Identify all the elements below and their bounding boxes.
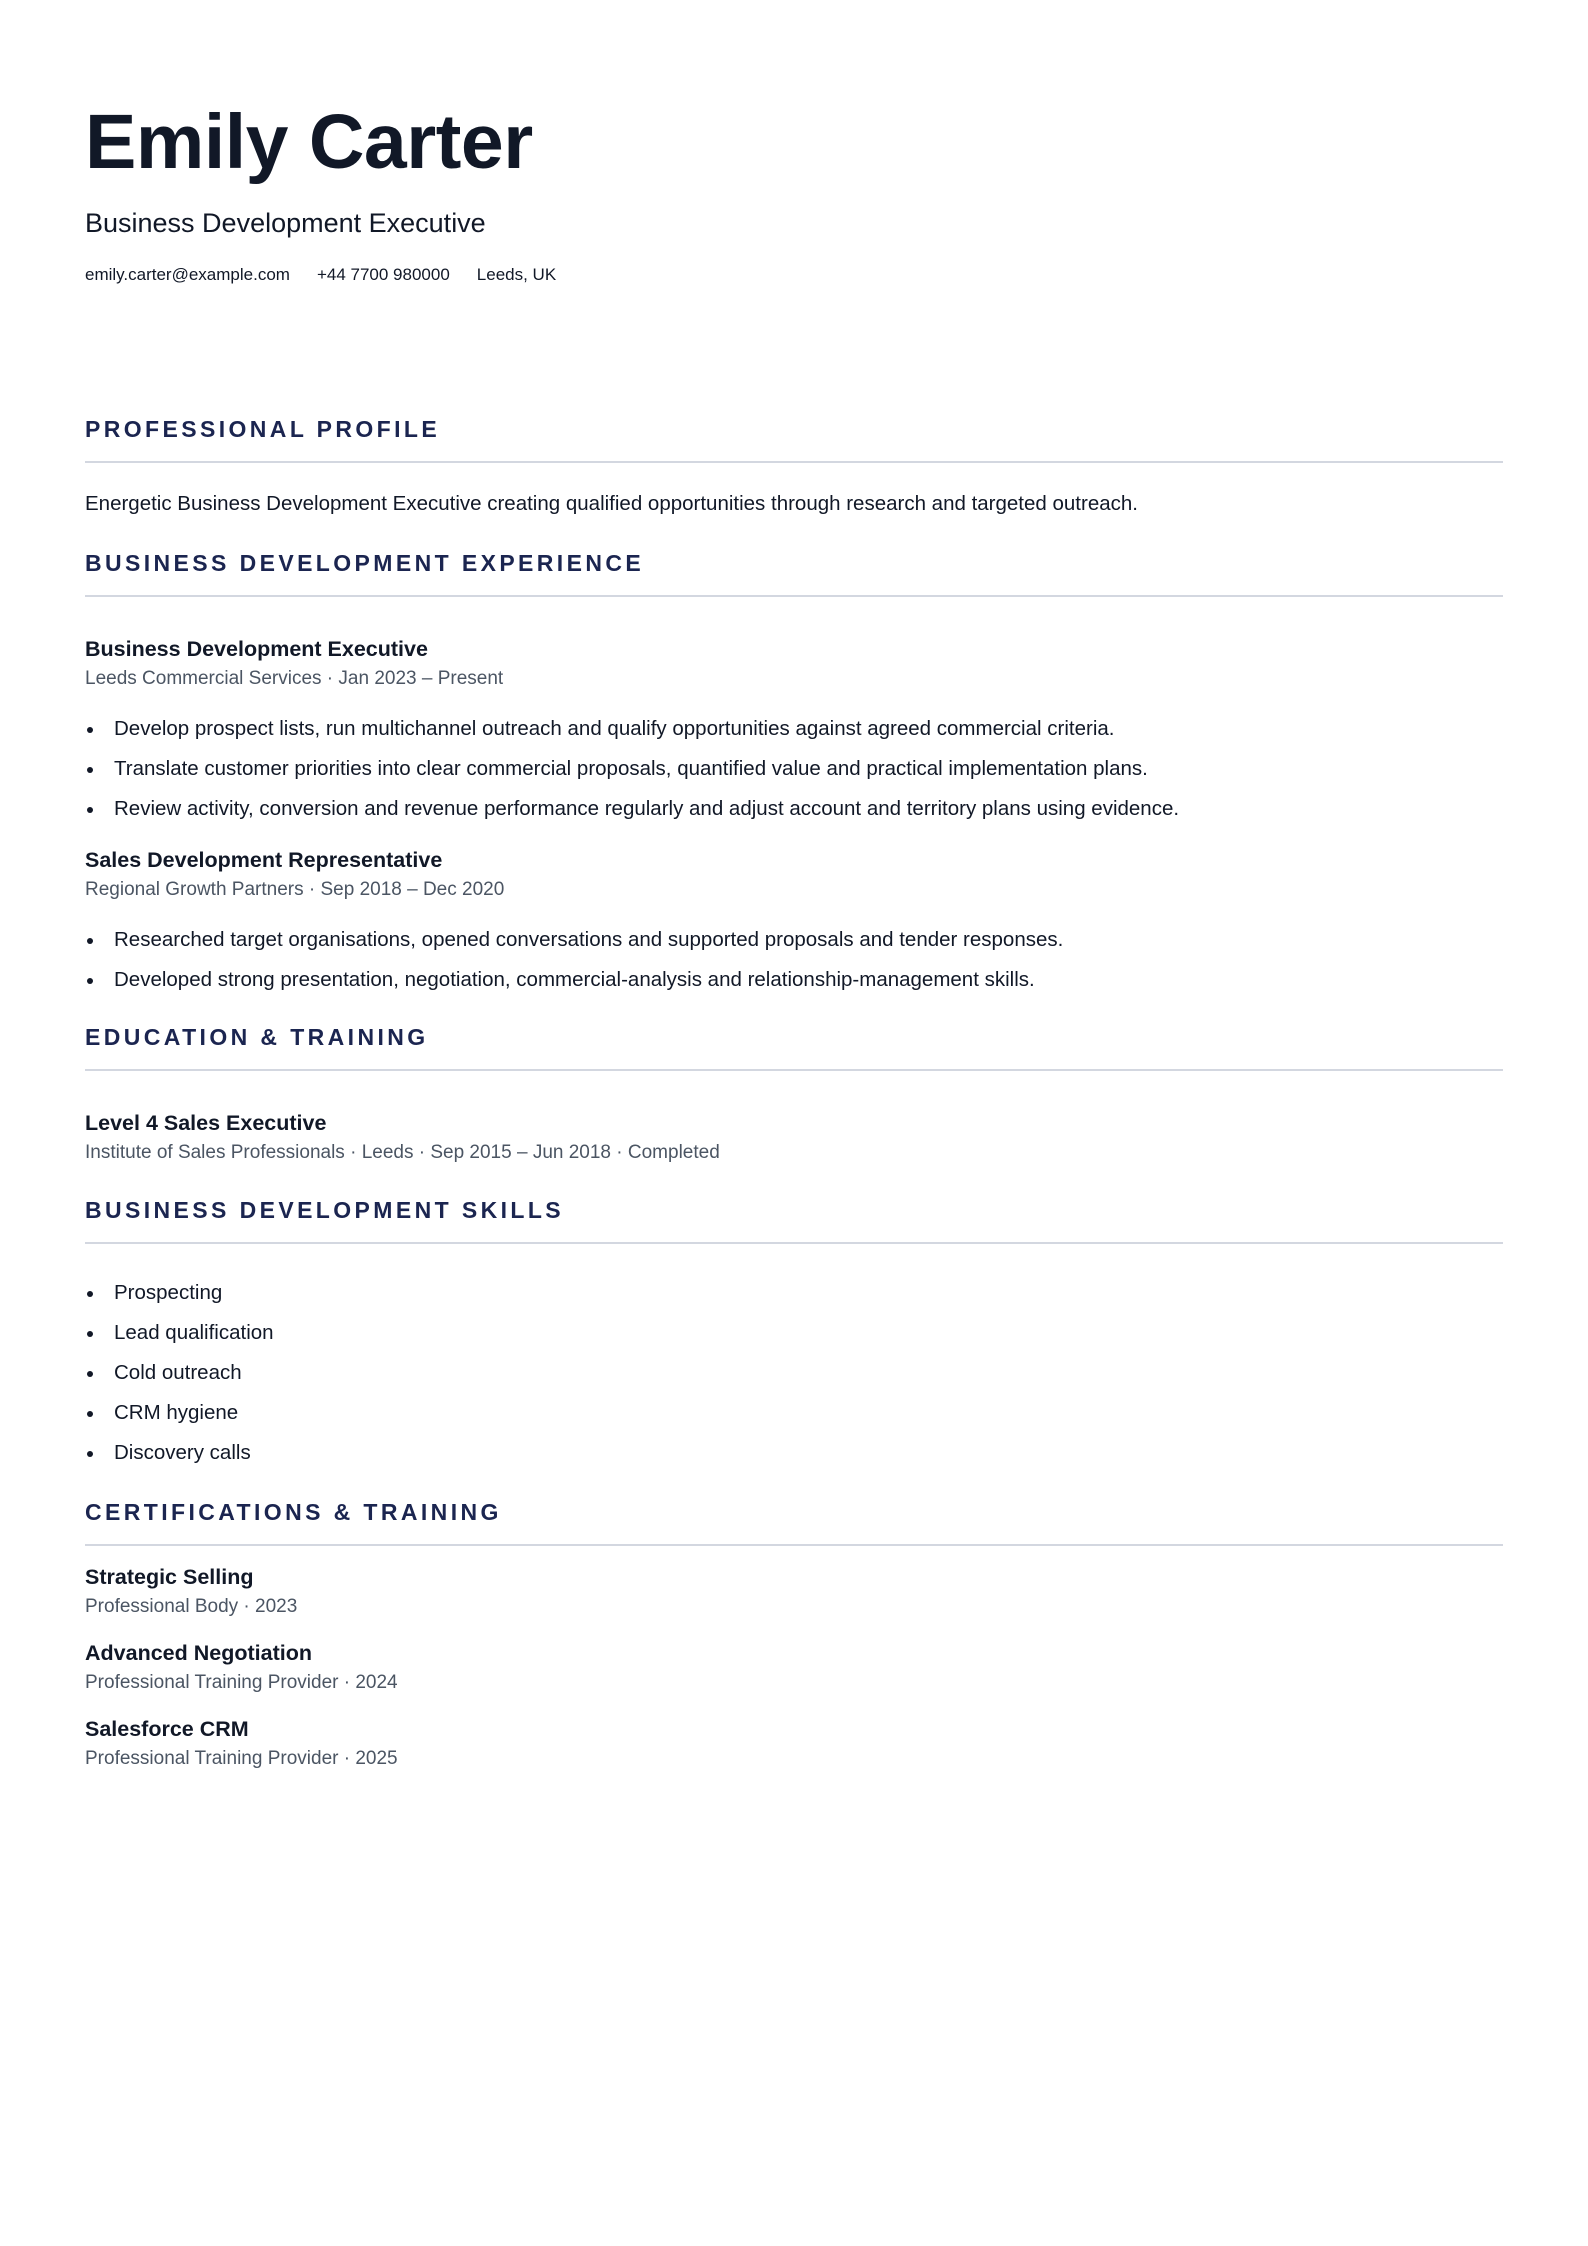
section-divider <box>85 1544 1503 1546</box>
certification-meta: Professional Body · 2023 <box>85 1596 298 1617</box>
skill-item: CRM hygiene <box>85 1399 1503 1427</box>
certification-entry <box>85 1639 1503 1696</box>
certifications-section <box>85 1497 1503 1772</box>
candidate-name: Emily Carter <box>85 99 533 185</box>
job-bullet: Translate customer priorities into clear commercial proposals, quantified value and practical implementation plans. <box>85 755 1503 783</box>
job-entry <box>85 846 1503 994</box>
certification-meta: Professional Training Provider · 2025 <box>85 1748 398 1769</box>
certification-entry <box>85 1715 1503 1772</box>
resume-header <box>85 96 1503 286</box>
contact-email: emily.carter@example.com <box>85 265 290 284</box>
section-divider <box>85 461 1503 463</box>
job-bullet: Developed strong presentation, negotiation, commercial-analysis and relationship-management skills. <box>85 966 1503 994</box>
job-entry <box>85 635 1503 823</box>
education-name: Level 4 Sales Executive <box>85 1111 327 1135</box>
job-bullets <box>85 715 1503 823</box>
certification-name: Advanced Negotiation <box>85 1641 312 1665</box>
profile-section <box>85 414 1503 518</box>
certification-name: Strategic Selling <box>85 1565 254 1589</box>
job-role: Business Development Executive <box>85 637 428 661</box>
contact-line <box>85 264 1503 286</box>
section-divider <box>85 595 1503 597</box>
education-meta: Institute of Sales Professionals · Leeds · Sep 2015 – Jun 2018 · Completed <box>85 1142 720 1163</box>
certifications-section-title: CERTIFICATIONS & TRAINING <box>85 1499 502 1525</box>
section-divider <box>85 1069 1503 1071</box>
certification-meta: Professional Training Provider · 2024 <box>85 1672 398 1693</box>
skills-list <box>85 1279 1503 1467</box>
experience-section-title: BUSINESS DEVELOPMENT EXPERIENCE <box>85 550 645 576</box>
skill-item: Cold outreach <box>85 1359 1503 1387</box>
candidate-headline: Business Development Executive <box>85 208 486 238</box>
certification-entry <box>85 1563 1503 1620</box>
education-section <box>85 1022 1503 1166</box>
education-section-title: EDUCATION & TRAINING <box>85 1024 429 1050</box>
contact-phone: +44 7700 980000 <box>316 265 450 284</box>
contact-location: Leeds, UK <box>476 265 557 284</box>
skill-item: Discovery calls <box>85 1439 1503 1467</box>
job-bullet: Review activity, conversion and revenue performance regularly and adjust account and territory plans using evidence. <box>85 795 1503 823</box>
education-entry <box>85 1109 1503 1166</box>
job-bullet: Researched target organisations, opened conversations and supported proposals and tender responses. <box>85 926 1503 954</box>
job-bullet: Develop prospect lists, run multichannel outreach and qualify opportunities against agreed commercial criteria. <box>85 715 1503 743</box>
job-meta: Regional Growth Partners · Sep 2018 – Dec 2020 <box>85 879 505 900</box>
skill-item: Prospecting <box>85 1279 1503 1307</box>
certification-name: Salesforce CRM <box>85 1717 249 1741</box>
section-divider <box>85 1242 1503 1244</box>
skills-section-title: BUSINESS DEVELOPMENT SKILLS <box>85 1197 565 1223</box>
profile-section-title: PROFESSIONAL PROFILE <box>85 416 441 442</box>
skill-item: Lead qualification <box>85 1319 1503 1347</box>
job-role: Sales Development Representative <box>85 848 443 872</box>
job-meta: Leeds Commercial Services · Jan 2023 – Present <box>85 668 504 689</box>
skills-section <box>85 1195 1503 1467</box>
profile-summary: Energetic Business Development Executive creating qualified opportunities through research and targeted outreach. <box>85 492 1138 515</box>
experience-section <box>85 548 1503 994</box>
job-bullets <box>85 926 1503 994</box>
